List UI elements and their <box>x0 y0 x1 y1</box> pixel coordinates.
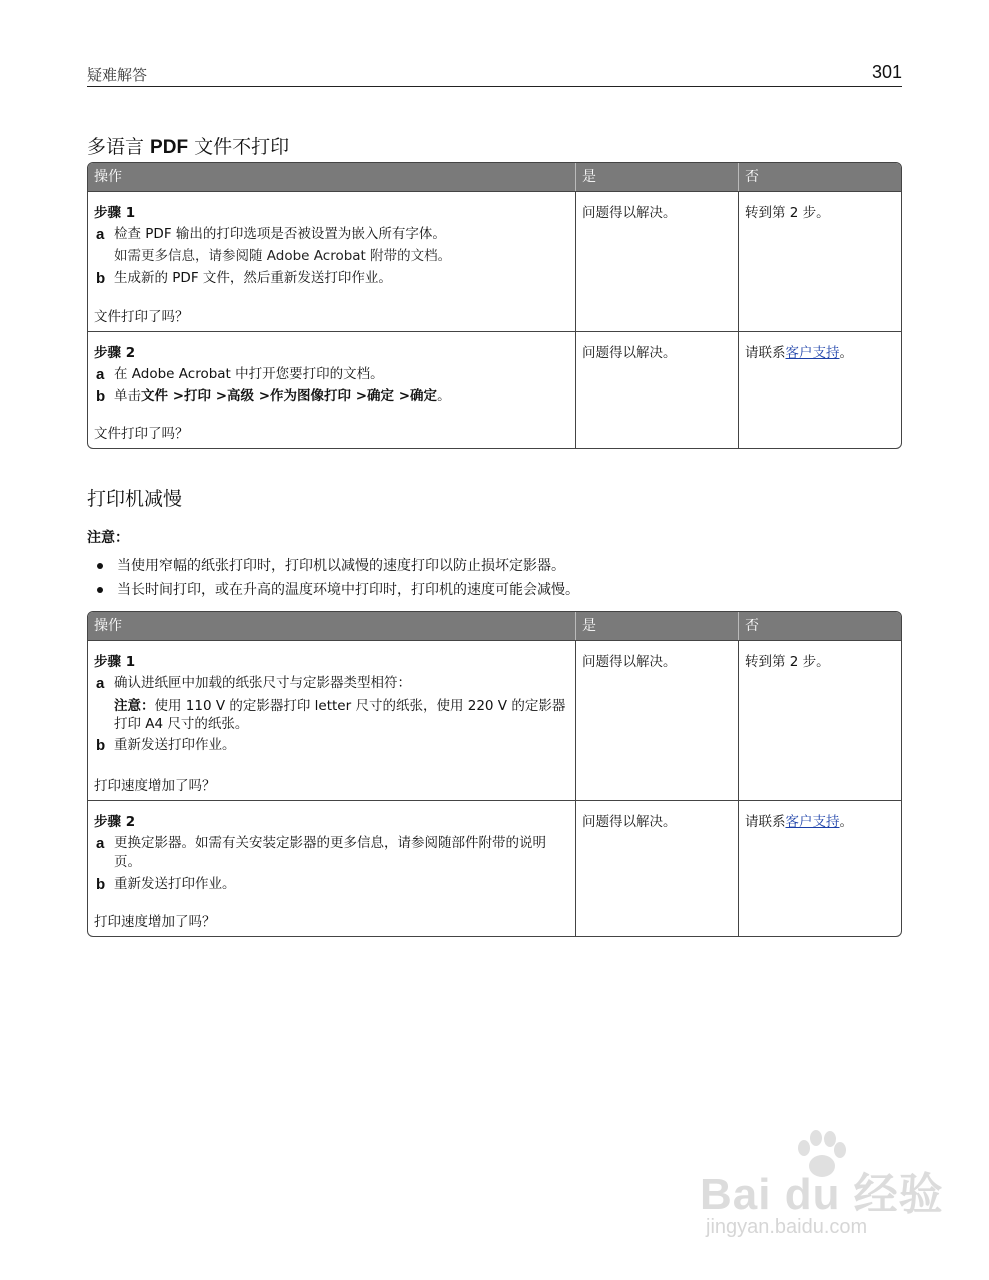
step-item <box>94 834 569 872</box>
page-header <box>87 62 902 87</box>
table-header <box>88 612 901 640</box>
action-cell <box>88 332 576 448</box>
item-text-pre: 单击 <box>114 388 141 404</box>
note-label: 注意： <box>87 530 129 546</box>
troubleshoot-table-2 <box>87 611 902 937</box>
bullet-text: 当使用窄幅的纸张打印时，打印机以减慢的速度打印以防止损坏定影器。 <box>117 558 565 574</box>
step-question: 打印速度增加了吗？ <box>94 914 216 930</box>
watermark-main-text: Bai du 经验 <box>700 1170 944 1219</box>
troubleshoot-table-1 <box>87 162 902 449</box>
step-title: 步骤 1 <box>94 654 136 670</box>
item-text: 确认进纸匣中加载的纸张尺寸与定影器类型相符： <box>114 675 411 691</box>
section-title-multilang-pdf <box>87 132 289 159</box>
yes-cell: 问题得以解决。 <box>576 801 739 936</box>
item-label: a <box>96 835 105 852</box>
item-text: 生成新的 PDF 文件，然后重新发送打印作业。 <box>114 270 392 286</box>
item-note-text: 使用 110 V 的定影器打印 letter 尺寸的纸张，使用 220 V 的定影器打印 A4 尺寸的纸张。 <box>114 698 566 732</box>
header-action: 操作 <box>88 612 576 640</box>
baidu-jingyan-watermark <box>700 1130 944 1250</box>
item-text: 在 Adobe Acrobat 中打开您要打印的文档。 <box>114 366 384 382</box>
yes-cell: 问题得以解决。 <box>576 332 739 448</box>
item-label: a <box>96 366 105 383</box>
bullet-icon <box>97 563 103 569</box>
item-label: b <box>96 876 106 893</box>
step-item <box>94 269 569 288</box>
section-title-bold: PDF <box>150 137 189 158</box>
table-row <box>88 640 901 800</box>
table-row <box>88 191 901 331</box>
item-label: b <box>96 270 106 287</box>
no-text-pre: 请联系 <box>745 814 786 830</box>
no-text-pre: 请联系 <box>745 345 786 361</box>
no-cell: 转到第 2 步。 <box>745 205 830 221</box>
step-item <box>94 365 569 384</box>
action-cell <box>88 801 576 936</box>
yes-cell: 问题得以解决。 <box>576 641 739 800</box>
no-text-post: 。 <box>839 814 853 830</box>
item-note-label: 注意： <box>114 698 155 714</box>
item-text: 更换定影器。如需有关安装定影器的更多信息，请参阅随部件附带的说明页。 <box>114 835 546 870</box>
step-title: 步骤 1 <box>94 205 136 221</box>
step-question: 文件打印了吗？ <box>94 426 189 442</box>
no-cell <box>739 801 901 936</box>
action-cell <box>88 192 576 331</box>
step-item <box>94 674 569 733</box>
item-label: a <box>96 675 105 692</box>
action-cell <box>88 641 576 800</box>
step-title: 步骤 2 <box>94 345 136 361</box>
table-row <box>88 331 901 448</box>
item-label: b <box>96 737 106 754</box>
no-text-post: 。 <box>839 345 853 361</box>
menu-path: 文件 >打印 >高级 >作为图像打印 >确定 >确定 <box>141 388 438 404</box>
watermark-url: jingyan.baidu.com <box>706 1216 868 1238</box>
yes-cell: 问题得以解决。 <box>576 192 739 331</box>
step-title: 步骤 2 <box>94 814 136 830</box>
note-bullet-list <box>95 556 579 604</box>
step-item <box>94 387 569 406</box>
header-no: 否 <box>745 618 759 634</box>
no-cell <box>739 332 901 448</box>
chapter-title: 疑难解答 <box>87 66 148 84</box>
item-note <box>114 697 569 733</box>
item-label: a <box>96 226 105 243</box>
header-no: 否 <box>745 169 759 185</box>
item-text-post: 。 <box>437 388 451 404</box>
step-item <box>94 875 569 894</box>
customer-support-link[interactable]: 客户支持 <box>785 814 840 830</box>
section-title-printer-slow: 打印机减慢 <box>87 488 183 510</box>
item-more-info: 如需更多信息，请参阅随 Adobe Acrobat 附带的文档。 <box>114 248 452 264</box>
step-question: 打印速度增加了吗？ <box>94 778 216 794</box>
table-row <box>88 800 901 936</box>
table-header <box>88 163 901 191</box>
page-number: 301 <box>871 62 902 82</box>
step-item <box>94 736 569 755</box>
item-text: 重新发送打印作业。 <box>114 737 236 753</box>
list-item <box>95 556 579 580</box>
header-yes: 是 <box>576 163 739 191</box>
item-text: 重新发送打印作业。 <box>114 876 236 892</box>
header-yes: 是 <box>576 612 739 640</box>
section-title-pre: 多语言 <box>87 136 151 158</box>
header-action: 操作 <box>88 163 576 191</box>
bullet-text: 当长时间打印，或在升高的温度环境中打印时，打印机的速度可能会减慢。 <box>117 582 579 598</box>
list-item <box>95 580 579 604</box>
item-text: 检查 PDF 输出的打印选项是否被设置为嵌入所有字体。 <box>114 226 446 242</box>
item-label: b <box>96 388 106 405</box>
step-question: 文件打印了吗？ <box>94 309 189 325</box>
step-item <box>94 225 569 266</box>
bullet-icon <box>97 587 103 593</box>
customer-support-link[interactable]: 客户支持 <box>785 345 840 361</box>
section-title-post: 文件不打印 <box>188 136 290 158</box>
no-cell: 转到第 2 步。 <box>745 654 830 670</box>
